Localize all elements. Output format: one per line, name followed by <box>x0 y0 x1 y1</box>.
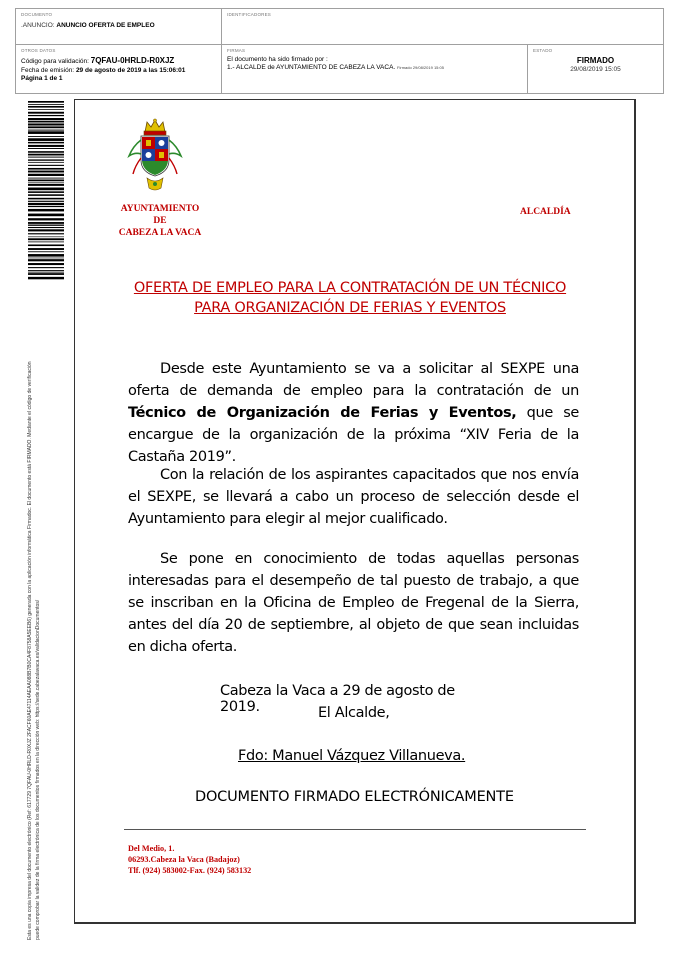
documento-label: DOCUMENTO <box>21 12 53 17</box>
footer-address: Del Medio, 1. 06293.Cabeza la Vaca (Badajoz) Tlf. (924) 583002-Fax. (924) 583132 <box>128 844 252 875</box>
document-title: OFERTA DE EMPLEO PARA LA CONTRATACIÓN DE UN TÉCNICO PARA ORGANIZACIÓN DE FERIAS Y EVENTOS <box>133 280 567 316</box>
signature-name: Fdo: Manuel Vázquez Villanueva. <box>238 748 466 764</box>
firmas-label: FIRMAS <box>227 48 246 53</box>
otros-datos-cell <box>16 45 222 93</box>
firmas-intro: El documento ha sido firmado por : <box>227 56 328 63</box>
place-date: Cabeza la Vaca a 29 de agosto de 2019. <box>220 683 455 715</box>
estado-cell <box>528 45 663 93</box>
pagina: Página 1 de 1 <box>21 75 63 82</box>
document-header-table <box>15 8 664 94</box>
side-validation-text <box>25 290 49 940</box>
alcalde-line: El Alcalde, <box>318 705 390 721</box>
job-title-bold: Técnico de Organización de Ferias y Eventos, <box>128 405 517 421</box>
fecha-label: Fecha de emisión: <box>21 67 75 74</box>
firmas-date: Firmado 29/08/2019 15:05 <box>397 65 444 70</box>
paragraph-3: Se pone en conocimiento de todas aquellas personas interesadas para el desempeño de tal puesto de trabajo, a que se inscriban en la Oficina de Empleo de Fregenal de la Sierra, antes del día 20 de septiembre, al objeto de que sean incluidas en dicha oferta. <box>128 551 579 655</box>
footer-divider <box>124 829 586 830</box>
documento-cell <box>16 9 222 45</box>
side-text-line-2: puede comprobar la validez de la firma electrónica de los documentos firmados en la dirección web: https://sede.cabezalavaca.es/validacionDocumentos/ <box>35 599 41 940</box>
alcaldia-heading: ALCALDÍA <box>520 207 571 217</box>
paragraph-2: Con la relación de los aspirantes capacitados que nos envía el SEXPE, se llevará a cabo un proceso de selección desde el Ayuntamiento para elegir al mejor cualificado. <box>128 467 579 527</box>
firmas-line: 1.- ALCALDE de AYUNTAMIENTO DE CABEZA LA VACA. Firmado 29/08/2019 15:05 <box>227 64 444 71</box>
fecha-row <box>21 67 185 75</box>
codigo-value: 7QFAU-0HRLD-R0XJZ <box>90 56 175 65</box>
codigo-row <box>21 57 174 66</box>
electronically-signed-notice: DOCUMENTO FIRMADO ELECTRÓNICAMENTE <box>195 789 514 805</box>
estado-value: FIRMADO <box>576 56 615 65</box>
side-text-line-1: Esta es una copia impresa del documento electrónico (Ref: 617729 7QFAU-0HRLD-R0XJZ 2FACF60AE47114AEAA088B7B0CA4F8758A5EEB6) generada con la aplicación informática Firmadoc. El documento está FIRMADO. Mediante el código de verificación <box>27 361 33 940</box>
identificadores-cell <box>222 9 663 45</box>
firmas-cell <box>222 45 528 93</box>
fecha-value: 29 de agosto de 2019 a las 15:06:01 <box>75 67 186 74</box>
identificadores-label: IDENTIFICADORES <box>227 12 272 17</box>
barcode-image <box>27 99 65 282</box>
otros-label: OTROS DATOS <box>21 48 56 53</box>
coat-of-arms-logo <box>125 118 185 194</box>
ayuntamiento-heading: AYUNTAMIENTO DE CABEZA LA VACA <box>118 204 202 238</box>
estado-date: 29/08/2019 15:05 <box>570 66 621 73</box>
documento-value: .ANUNCIO: ANUNCIO OFERTA DE EMPLEO <box>21 22 155 29</box>
paragraph-1: Desde este Ayuntamiento se va a solicitar al SEXPE una oferta de demanda de empleo para la contratación de un Técnico de Organización de Ferias y Eventos, que se encargue de la organización de la próxima “XIV Feria de la Castaña 2019”. <box>128 361 579 465</box>
codigo-label: Código para validación: <box>21 58 89 65</box>
estado-label: ESTADO <box>533 48 553 53</box>
